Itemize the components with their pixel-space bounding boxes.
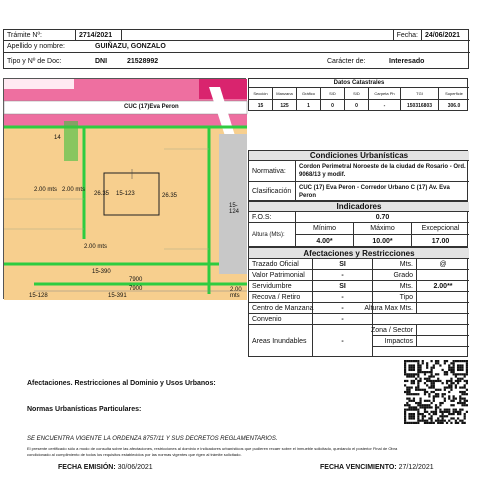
catastro-value-cell: 0: [345, 100, 369, 111]
indicadores-block: [248, 201, 468, 247]
convenio-spacer: [373, 314, 469, 325]
map-dim-2: 26.35: [162, 193, 178, 199]
fecha-emision-value: 30/06/2021: [117, 464, 153, 471]
apellido-value: GUIÑAZU, GONZALO: [92, 41, 470, 53]
map-block-label-4: 15-128: [29, 293, 48, 299]
normas-footer-label: Normas Urbanísticas Particulares:: [27, 406, 142, 413]
altura-max-label: Altura Max Mts.: [373, 303, 417, 314]
minimo-value: 4.00*: [296, 235, 354, 247]
clasificacion-label: Clasificación: [249, 182, 296, 201]
servidumbre-mts-label: Mts.: [373, 281, 417, 292]
fecha-vencimiento: [320, 464, 434, 471]
catastro-value-cell: 125: [273, 100, 297, 111]
tipo-doc-value: DNI: [95, 57, 108, 65]
map-street-label: CUC (17)Eva Peron: [124, 104, 179, 110]
servidumbre-value: SI: [313, 281, 373, 292]
qr-code: [404, 360, 468, 426]
fecha-vencimiento-label: FECHA VENCIMIENTO:: [320, 464, 397, 471]
tipo-value: [417, 292, 469, 303]
fecha-emision-label: FECHA EMISIÓN:: [58, 464, 116, 471]
afectaciones-block: [248, 247, 468, 357]
header-spacer: [122, 30, 394, 41]
valor-value: -: [313, 270, 373, 281]
recova-label: Recova / Retiro: [249, 292, 313, 303]
catastro-value-cell: 306.0: [447, 102, 461, 109]
catastro-header-cell: Manzana: [273, 88, 297, 100]
fecha-label: Fecha:: [394, 30, 422, 41]
fos-value: 0.70: [296, 212, 469, 223]
ordenanza-text: SE ENCUENTRA VIGENTE LA ORDENZA 8757/11 Y SUS DECRETOS REGLAMENTARIOS.: [27, 436, 278, 442]
grado-label: Grado: [373, 270, 417, 281]
map-block-label-2: 15-390: [92, 269, 111, 275]
clasificacion-value: CUC (17) Eva Peron - Corredor Urbano C (17) Av. Eva Peron: [299, 184, 450, 199]
normativa-value: Cordon Perimetral Noroeste de la ciudad de Rosario - Ord. 9068/13 y modif.: [296, 161, 469, 182]
cadastral-map: [3, 78, 246, 299]
tramite-value: 2714/2021: [76, 30, 122, 41]
fecha-vencimiento-value: 27/12/2021: [398, 464, 434, 471]
fine-print-line-2: condicionado al cumplimiento de todos los requisitos establecidos por las normas vigentes que rigen al trámite solicitado.: [27, 452, 242, 457]
centro-value: -: [313, 303, 373, 314]
trazado-mts-label: Mts.: [373, 259, 417, 270]
catastro-value-cell: 1: [297, 100, 321, 111]
fecha-emision: [58, 464, 153, 471]
grado-value: [417, 270, 469, 281]
tipo-label: Tipo: [373, 292, 417, 303]
map-block-label-3: 15-391: [108, 293, 127, 299]
tipo-doc-label: Tipo y Nº de Doc:: [7, 57, 62, 65]
map-small-number-3: 7900: [129, 286, 143, 292]
catastro-value-cell: -: [369, 100, 401, 111]
tramite-label: Trámite Nº:: [4, 30, 76, 41]
convenio-value: -: [313, 314, 373, 325]
catastro-header-cell: Carpeta Ph: [369, 88, 401, 100]
catastro-header-cell: Sección: [249, 88, 273, 100]
map-small-number-2: 7900: [129, 277, 143, 283]
condiciones-block: [248, 150, 468, 201]
convenio-label: Convenio: [249, 314, 313, 325]
altura-label: Altura (Mts):: [249, 223, 296, 247]
map-block-label-1: 15-124: [229, 203, 240, 215]
header-block: [3, 29, 469, 69]
catastro-value-cell: 15: [249, 100, 273, 111]
map-dim-4: 2.00 mts: [62, 187, 86, 193]
fecha-value: 24/06/2021: [422, 30, 470, 41]
map-dim-5: 2.00 mts: [84, 244, 108, 250]
normativa-label: Normativa:: [249, 161, 296, 182]
zona-value: [417, 325, 469, 336]
map-dim-1: 26.35: [94, 191, 110, 197]
doc-number: 21528992: [127, 57, 159, 65]
catastro-header-cell: S/D: [321, 88, 345, 100]
excepcional-value: 17.00: [431, 237, 450, 245]
catastro-header-cell: TGI: [401, 88, 439, 100]
afectaciones-footer-label: Afectaciones. Restricciones al Dominio y Usos Urbanos:: [27, 380, 216, 387]
catastro-header-cell: S/D: [345, 88, 369, 100]
catastro-header-cell: Superficie: [439, 88, 469, 100]
map-dim-6: 2.00 mts: [230, 287, 242, 299]
trazado-mts-value: @: [417, 259, 469, 270]
zona-label: Zona / Sector: [373, 325, 417, 336]
map-dim-3: 2.00 mts: [34, 187, 58, 193]
trazado-label: Trazado Oficial: [249, 259, 313, 270]
map-small-number-1: 14: [54, 135, 61, 141]
centro-label: Centro de Manzana: [249, 303, 313, 314]
impactos-label: Impactos: [373, 336, 417, 347]
impactos-value: [417, 336, 469, 347]
servidumbre-label: Servidumbre: [249, 281, 313, 292]
trazado-value: SI: [313, 259, 373, 270]
catastro-title: Datos Catastrales: [249, 79, 469, 88]
caracter-value: Interesado: [389, 57, 425, 65]
recova-value: -: [313, 292, 373, 303]
qr-code-graphic: [404, 360, 468, 426]
maximo-value: 10.00*: [354, 235, 412, 247]
indicadores-title: Indicadores: [249, 202, 469, 212]
apellido-label: Apellido y nombre:: [4, 41, 92, 53]
caracter-label: Carácter de:: [327, 57, 366, 65]
catastro-table: [248, 78, 468, 111]
maximo-label: Máximo: [354, 223, 412, 235]
catastro-value-cell: 0: [321, 100, 345, 111]
minimo-label: Mínimo: [296, 223, 354, 235]
areas-label: Areas Inundables: [249, 325, 313, 357]
catastro-value-cell: 150316803: [401, 100, 439, 111]
areas-value: -: [313, 325, 373, 357]
altura-max-value: [417, 303, 469, 314]
catastro-header-cell: Gráfico: [297, 88, 321, 100]
condiciones-title: Condiciones Urbanísticas: [249, 151, 469, 161]
valor-label: Valor Patrimonial: [249, 270, 313, 281]
fine-print-line-1: El presente certificado sólo a modo de consulta sobre las afectaciones, restricciones al dominio e indicadores urbanísticos que pudieren recaer sobre el inmueble solicitado, quedando el posterior Final de Obra: [27, 446, 398, 451]
map-lot-number: 15-123: [116, 191, 135, 197]
afectaciones-title: Afectaciones y Restricciones: [249, 248, 469, 259]
fos-label: F.O.S:: [249, 212, 296, 223]
servidumbre-mts-value: 2.00**: [417, 281, 469, 292]
excepcional-label: Excepcional: [412, 223, 469, 235]
